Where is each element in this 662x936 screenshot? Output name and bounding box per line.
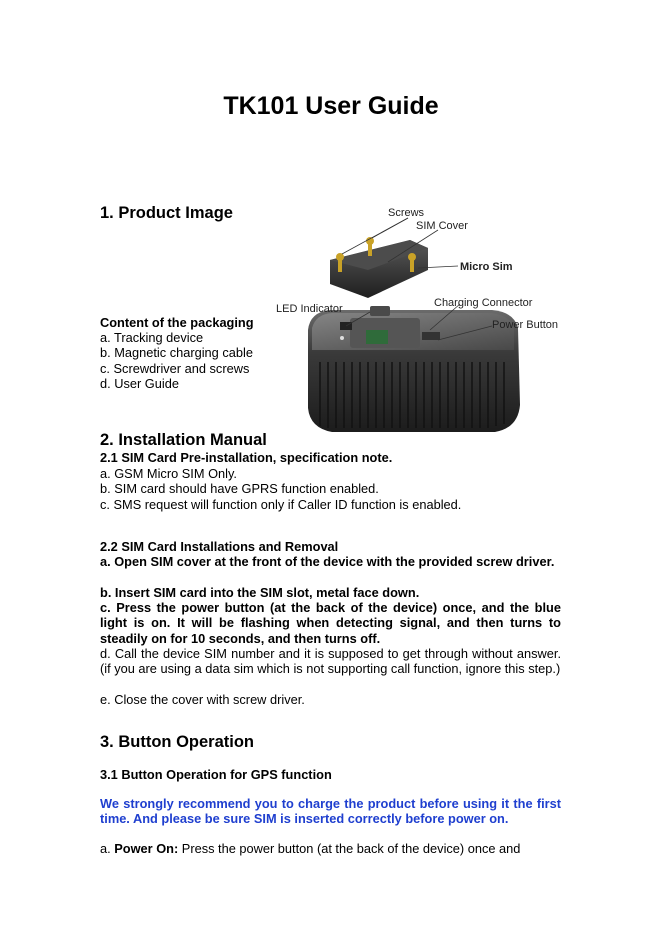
install-step-d: d. Call the device SIM number and it is supposed to get through without answer. (if you are using a data sim which is not supporting call function, ignore this step.): [100, 646, 561, 677]
power-on-prefix: a.: [100, 841, 115, 856]
subsection-3-1-heading: 3.1 Button Operation for GPS function: [100, 767, 332, 782]
power-on-label: Power On:: [114, 841, 179, 856]
page-title: TK101 User Guide: [223, 92, 439, 120]
label-charging-connector: Charging Connector: [434, 297, 533, 309]
micro-sim: [370, 306, 390, 316]
power-on-text: Press the power button (at the back of the device) once and: [178, 841, 521, 856]
tracker-body: [308, 310, 520, 432]
install-step-c: c. Press the power button (at the back of the device) once, and the blue light is on. It will be flashing when detecting signal, and then turns to steadily on for 10 seconds, and then turns off.: [100, 600, 561, 646]
spec-note-item: b. SIM card should have GPRS function enabled.: [100, 481, 379, 496]
install-step-b: b. Insert SIM card into the SIM slot, metal face down.: [100, 585, 420, 600]
power-on-instruction: [100, 841, 520, 856]
subsection-2-2-heading: 2.2 SIM Card Installations and Removal: [100, 539, 339, 554]
section-1-heading: 1. Product Image: [100, 204, 233, 222]
label-micro-sim: Micro Sim: [460, 261, 513, 273]
spec-note-item: a. GSM Micro SIM Only.: [100, 466, 237, 481]
packaging-item: d. User Guide: [100, 376, 179, 391]
label-sim-cover: SIM Cover: [416, 220, 468, 232]
install-step-a: a. Open SIM cover at the front of the device with the provided screw driver.: [100, 554, 555, 569]
product-image: [270, 200, 570, 440]
section-2-heading: 2. Installation Manual: [100, 431, 267, 449]
packaging-heading: Content of the packaging: [100, 315, 254, 330]
install-step-e: e. Close the cover with screw driver.: [100, 692, 305, 707]
subsection-2-1-heading: 2.1 SIM Card Pre-installation, specification note.: [100, 450, 393, 465]
label-led-indicator: LED Indicator: [276, 303, 343, 315]
packaging-item: c. Screwdriver and screws: [100, 361, 250, 376]
spec-note-item: c. SMS request will function only if Caller ID function is enabled.: [100, 497, 462, 512]
packaging-item: a. Tracking device: [100, 330, 204, 345]
label-power-button: Power Button: [492, 319, 559, 331]
label-screws: Screws: [388, 207, 425, 219]
packaging-item: b. Magnetic charging cable: [100, 345, 253, 360]
section-3-heading: 3. Button Operation: [100, 733, 254, 751]
charging-recommendation: We strongly recommend you to charge the product before using it the first time. And please be sure SIM is inserted correctly before power on.: [100, 796, 561, 827]
